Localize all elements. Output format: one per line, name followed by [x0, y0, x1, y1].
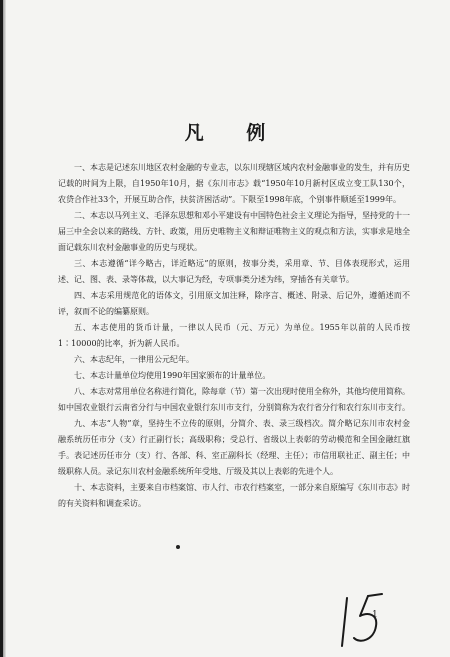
page-title: 凡 例	[184, 122, 284, 144]
paragraph-2: 二、本志以马列主义、毛泽东思想和邓小平建设有中国特色社会主义理论为指导，坚持党的十一届三中全会以来的路线、方针、政策，用历史唯物主义和辩证唯物主义的观点和方法，实事求是地全面记载东川农村金融事业的历史与现状。	[58, 211, 410, 252]
document-body	[58, 160, 410, 512]
paragraph-10: 十、本志资料，主要来自市档案馆、市人行、市农行档案室，一部分来自原编写《东川市志》时的有关资料和调查采访。	[58, 483, 410, 508]
paragraph-5: 五、本志使用的货币计量，一律以人民币（元、万元）为单位。1955年以前的人民币按1∶10000的比率，折为新人民币。	[58, 323, 410, 348]
paragraph-6: 六、本志纪年，一律用公元纪年。	[74, 355, 194, 364]
paragraph-7: 七、本志计量单位均使用1990年国家颁布的计量单位。	[74, 371, 271, 380]
handwritten-page-mark	[338, 590, 388, 650]
page-number: 1	[372, 610, 378, 620]
paragraph-3: 三、本志遵循“详今略古，详近略远”的原则，按事分类，采用章、节、目体表现形式，运用述、记、图、表、录等体裁，以大事记为经，专项事类分述为纬，穿插各有关章节。	[58, 259, 410, 284]
paragraph-1: 一、本志是记述东川地区农村金融的专业志，以东川现辖区域内农村金融事业的发生，并有历史记载的时间为上限，自1950年10月，据《东川市志》载“1950年10月新村区成立变工队130个，农贷合作社33个，开展互助合作，扶贫济困活动”。下限至1998年底，个别事件顺延至1999年。	[58, 163, 410, 204]
binding-edge	[0, 0, 6, 657]
paragraph-8: 八、本志对常用单位名称进行简化，除每章（节）第一次出现时使用全称外，其他均使用简称。如中国农业银行云南省分行与中国农业银行东川市支行，分别简称为农行省分行和农行东川市支行。	[58, 387, 410, 412]
paragraph-4: 四、本志采用规范化的语体文，引用原文加注释，除序言、概述、附录、后记外，遵循述而不评，叙而不论的编纂原则。	[58, 291, 410, 316]
paragraph-9: 九、本志“人物”章，坚持生不立传的原则，分简介、表、录三级档次。简介略记东川市农村金融系统历任市分（支）行正副行长；高级职称；受总行、省级以上表彰的劳动模范和全国金融红旗手。表记述历任市分（支）行、各部、科、室正副科长（经理、主任）；市信用联社正、副主任；中级职称人员。录记东川农村金融系统所年受地、厅级及其以上表彰的先进个人。	[58, 419, 410, 476]
ink-dot	[176, 545, 180, 549]
